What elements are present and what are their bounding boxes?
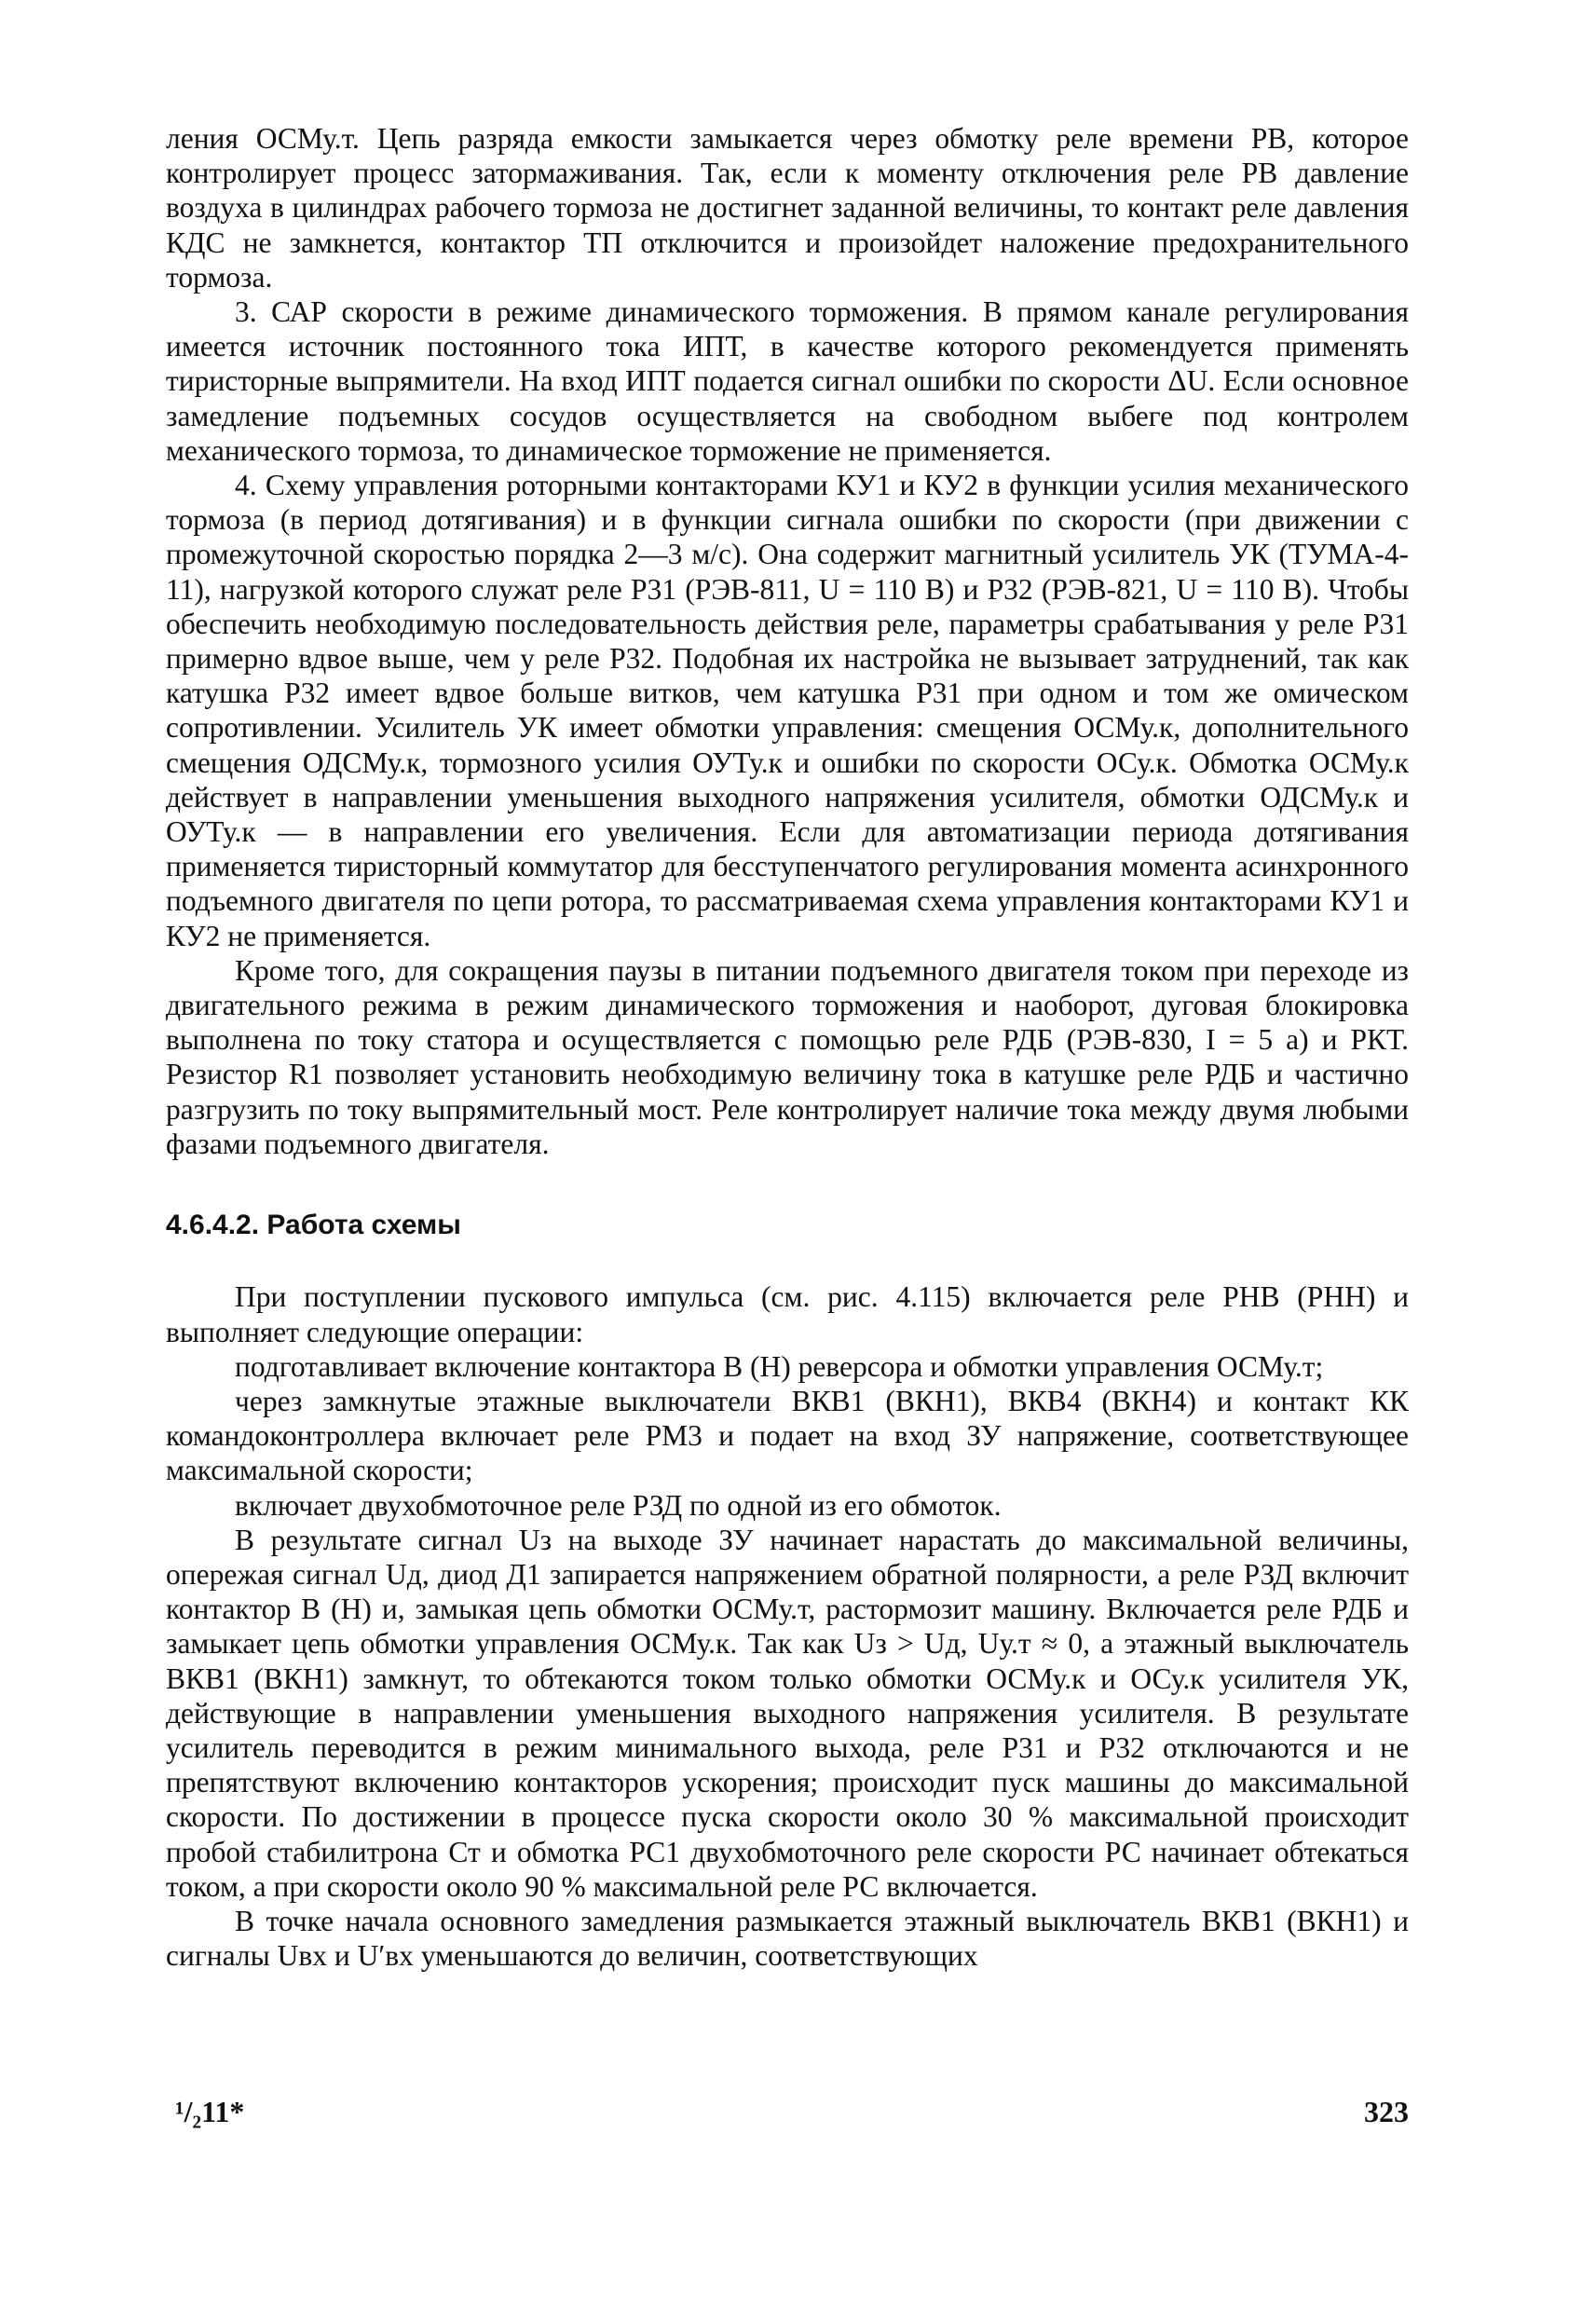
list-item-3: включает двухобмоточное реле РЗД по одной из его обмоток. [235,1488,1002,1522]
section-heading: 4.6.4.2. Работа схемы [166,1210,461,1241]
paragraph-2: 3. САР скорости в режиме динамического торможения. В прямом канале регулирования имеется источник постоянного тока ИПТ, в качестве которого рекомендуется применять тиристорные выпрямители. На вход ИПТ подается сигнал ошибки по скорости ΔU. Если основное замедление подъемных сосудов осуществляется на свободном выбеге под контролем механического тормоза, то динамическое торможение не применяется. [166,295,1409,467]
list-item-1: подготавливает включение контактора В (Н) реверсора и обмотки управления ОСМу.т; [235,1349,1324,1383]
paragraph-7: В точке начала основного замедления размыкается этажный выключатель ВКВ1 (ВКН1) и сигналы Uвх и U′вх уменьшаются до величин, соответствующих [166,1904,1409,1973]
list-item-2: через замкнутые этажные выключатели ВКВ1 (ВКН1), ВКВ4 (ВКН4) и контакт КК командоконтроллера включает реле РМ3 и подает на вход ЗУ напряжение, соответствующее максимальной скорости; [166,1384,1409,1487]
paragraph-4: Кроме того, для сокращения паузы в питании подъемного двигателя током при переходе из двигательного режима в режим динамического торможения и наоборот, дуговая блокировка выполнена по току статора и осуществляется с помощью реле РДБ (РЭВ-830, I = 5 а) и РКТ. Резистор R1 позволяет установить необходимую величину тока в катушке реле РДБ и частично разгрузить по току выпрямительный мост. Реле контролирует наличие тока между двумя любыми фазами подъемного двигателя. [166,953,1409,1160]
paragraph-3: 4. Схему управления роторными контакторами КУ1 и КУ2 в функции усилия механического тормоза (в период дотягивания) и в функции сигнала ошибки по скорости (при движении с промежуточной скоростью порядка 2—3 м/с). Она содержит магнитный усилитель УК (ТУМА-4-11), нагрузкой которого служат реле Р31 (РЭВ-811, U = 110 В) и Р32 (РЭВ-821, U = 110 В). Чтобы обеспечить необходимую последовательность действия реле, параметры срабатывания у реле Р31 примерно вдвое выше, чем у реле Р32. Подобная их настройка не вызывает затруднений, так как катушка Р32 имеет вдвое больше витков, чем катушка Р31 при одном и том же омическом сопротивлении. Усилитель УК имеет обмотки управления: смещения ОСМу.к, дополнительного смещения ОДСМу.к, тормозного усилия ОУТу.к и ошибки по скорости ОСу.к. Обмотка ОСМу.к действует в направлении уменьшения выходного напряжения усилителя, обмотки ОДСМу.к и ОУТу.к — в направлении его увеличения. Если для автоматизации периода дотягивания применяется тиристорный коммутатор для бесступенчатого регулирования момента асинхронного подъемного двигателя по цепи ротора, то рассматриваемая схема управления контакторами КУ1 и КУ2 не применяется. [166,469,1409,952]
page-footer [166,2095,1409,2136]
signature-mark: ¹/₂11* [175,2095,245,2128]
page-number: 323 [1364,2095,1409,2128]
body-text [166,121,1409,1973]
paragraph-1: ления ОСМу.т. Цепь разряда емкости замыкается через обмотку реле времени РВ, которое контролирует процесс затормаживания. Так, если к моменту отключения реле РВ давление воздуха в цилиндрах рабочего тормоза не достигнет заданной величины, то контакт реле давления КДС не замкнется, контактор ТП отключится и произойдет наложение предохранительного тормоза. [166,122,1409,294]
paragraph-6: В результате сигнал Uз на выходе ЗУ начинает нарастать до максимальной величины, опережая сигнал Uд, диод Д1 запирается напряжением обратной полярности, а реле РЗД включит контактор В (Н) и, замыкая цепь обмотки ОСМу.т, растормозит машину. Включается реле РДБ и замыкает цепь обмотки управления ОСМу.к. Так как Uз > Uд, Uу.т ≈ 0, а этажный выключатель ВКВ1 (ВКН1) замкнут, то обтекаются током только обмотки ОСМу.к и ОСу.к усилителя УК, действующие в направлении уменьшения выходного напряжения усилителя. В результате усилитель переводится в режим минимального выхода, реле Р31 и Р32 отключаются и не препятствуют включению контакторов ускорения; происходит пуск машины до максимальной скорости. По достижении в процессе пуска скорости около 30 % максимальной происходит пробой стабилитрона Ст и обмотка РС1 двухобмоточного реле скорости РС начинает обтекаться током, а при скорости около 90 % максимальной реле РС включается. [166,1523,1409,1903]
paragraph-5: При поступлении пускового импульса (см. рис. 4.115) включается реле РНВ (РНН) и выполняет следующие операции: [166,1280,1409,1348]
